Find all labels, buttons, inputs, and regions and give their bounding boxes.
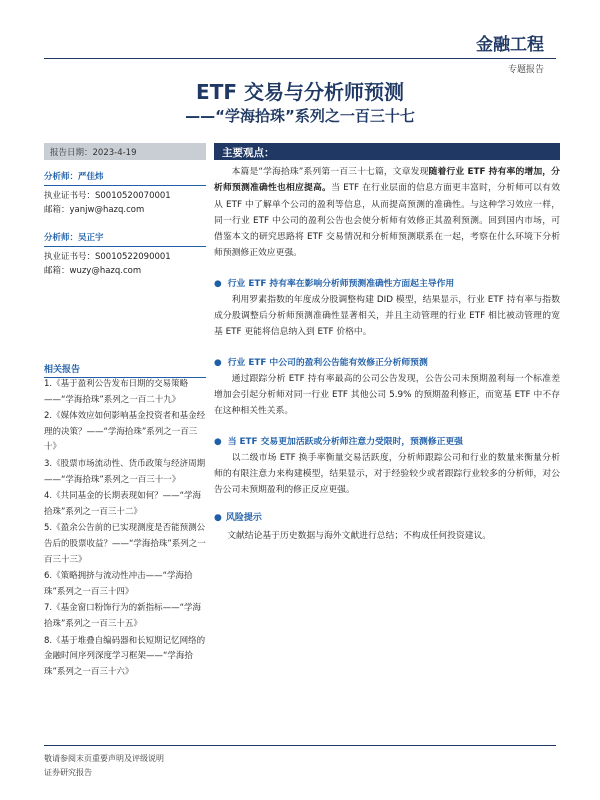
related-reports-title: 相关报告	[44, 362, 206, 378]
risk-heading-text: 风险提示	[225, 513, 262, 524]
section-heading-text: 行业 ETF 持有率在影响分析师预测准确性方面起主导作用	[227, 278, 455, 289]
bullet-icon: ●	[214, 436, 222, 447]
bullet-icon: ●	[214, 513, 222, 524]
analyst-cert: 执业证书号：S0010520070001	[44, 191, 171, 201]
report-date: 报告日期：2023-4-19	[44, 143, 206, 160]
analyst-email[interactable]: 邮箱：wuzy@hazq.com	[44, 266, 142, 276]
related-report-item[interactable]: 2.《媒体效应如何影响基金投资者和基金经理的决策？——“学海拾珠”系列之一百三十》	[44, 411, 206, 453]
analyst-card	[44, 170, 206, 217]
intro-highlight: 随着行业 ETF 持有率的增加，分析师预测准确性也相应提高。	[214, 167, 560, 194]
section-paragraph: 以二级市场 ETF 换手率衡量交易活跃度，分析师跟踪公司和行业的数量来衡量分析师的有限注意力来构建模型，结果显示，对于经验较少或者跟踪行业较多的分析师，对公告公司未预期盈利的修正反应更强。	[214, 452, 560, 496]
left-sidebar	[44, 143, 206, 278]
related-reports-list	[44, 377, 208, 680]
related-report-item[interactable]: 3.《股票市场流动性、货币政策与经济周期——“学海拾珠”系列之一百三十一》	[44, 458, 206, 485]
related-report-item[interactable]: 4.《共同基金的长期表现如何？——“学海拾珠”系列之一百三十二》	[44, 491, 202, 517]
section-heading-text: 当 ETF 交易更加活跃或分析师注意力受限时，预测修正更强	[227, 436, 463, 447]
risk-text: 文献结论基于历史数据与海外文献进行总结；不构成任何投资建议。	[227, 531, 492, 542]
footer-label: 证券研究报告	[44, 768, 92, 777]
section-heading	[214, 355, 560, 371]
related-report-item[interactable]: 6.《策略拥挤与流动性冲击——“学海拾珠”系列之一百三十四》	[44, 571, 193, 597]
related-report-item[interactable]: 5.《盈余公告前的已实现测度是否能预测公告后的股票收益？——“学海拾珠”系列之一百三十三》	[44, 523, 206, 565]
footer-disclaimer[interactable]: 敬请参阅末页重要声明及评级说明	[44, 754, 164, 763]
section-heading-text: 行业 ETF 中公司的盈利公告能有效修正分析师预测	[227, 357, 428, 368]
section-paragraph: 利用罗素指数的年度成分股调整构建 DID 模型，结果显示，行业 ETF 持有率与指数成分股调整后分析师预测准确性显著相关，并且主动管理的行业 ETF 相比被动管理的宽基 ETF 更能将信息纳入到 ETF 价格中。	[214, 294, 560, 338]
related-report-item[interactable]: 1.《基于盈利公告发布日期的交易策略——“学海拾珠”系列之一百二十九》	[44, 379, 189, 405]
related-report-item[interactable]: 7.《基金窗口粉饰行为的新指标——“学海拾珠”系列之一百三十五》	[44, 603, 202, 629]
section-heading	[214, 434, 560, 450]
main-views-heading: 主要观点：	[214, 143, 560, 160]
risk-heading	[214, 510, 560, 526]
intro-text-b: 当 ETF 在行业层面的信息方面更丰富时，分析师可以有效从 ETF 中了解单个公司的盈利等信息，从而提高预测的准确性。与这种学习效应一样，同一行业 ETF 中公司的盈利公告也会使分析师有效修正其盈利预测。回到国内市场，可借鉴本文的研究思路将 ETF 交易情况和分析师预测联系在一起，考察在什么环境下分析师预测修正效应更强。	[214, 183, 560, 259]
bullet-icon: ●	[214, 278, 222, 289]
page-title: ETF 交易与分析师预测	[196, 80, 404, 104]
section-paragraph: 通过跟踪分析 ETF 持有率最高的公司公告发现，公告公司未预期盈利每一个标准差增加会引起分析师对同一行业 ETF 其他公司 5.9% 的预期盈利修正，而宽基 ETF 中不存在这种相关性关系。	[214, 373, 560, 417]
analyst-card	[44, 231, 206, 278]
related-report-item[interactable]: 8.《基于堆叠自编码器和长短期记忆网络的金融时间序列深度学习框架——“学海拾珠”系列之一百三十六》	[44, 635, 206, 677]
page-subtitle: ——“学海拾珠”系列之一百三十七	[185, 107, 415, 125]
report-type: 专题报告	[507, 65, 544, 75]
analyst-name: 分析师：严佳炜	[44, 170, 206, 186]
main-content	[214, 143, 560, 544]
analyst-email[interactable]: 邮箱：yanjw@hazq.com	[44, 205, 145, 215]
intro-text-a: 本篇是“学海拾珠”系列第一百三十七篇，文章发现	[231, 167, 429, 177]
footer-rule	[44, 745, 556, 746]
section-heading	[214, 276, 560, 292]
analyst-cert: 执业证书号：S0010522090001	[44, 252, 171, 262]
header-rule	[44, 58, 556, 59]
intro-paragraph	[214, 164, 560, 262]
analyst-name: 分析师：吴正宇	[44, 231, 206, 247]
bullet-icon: ●	[214, 357, 222, 368]
header-brand: 金融工程	[476, 35, 544, 55]
